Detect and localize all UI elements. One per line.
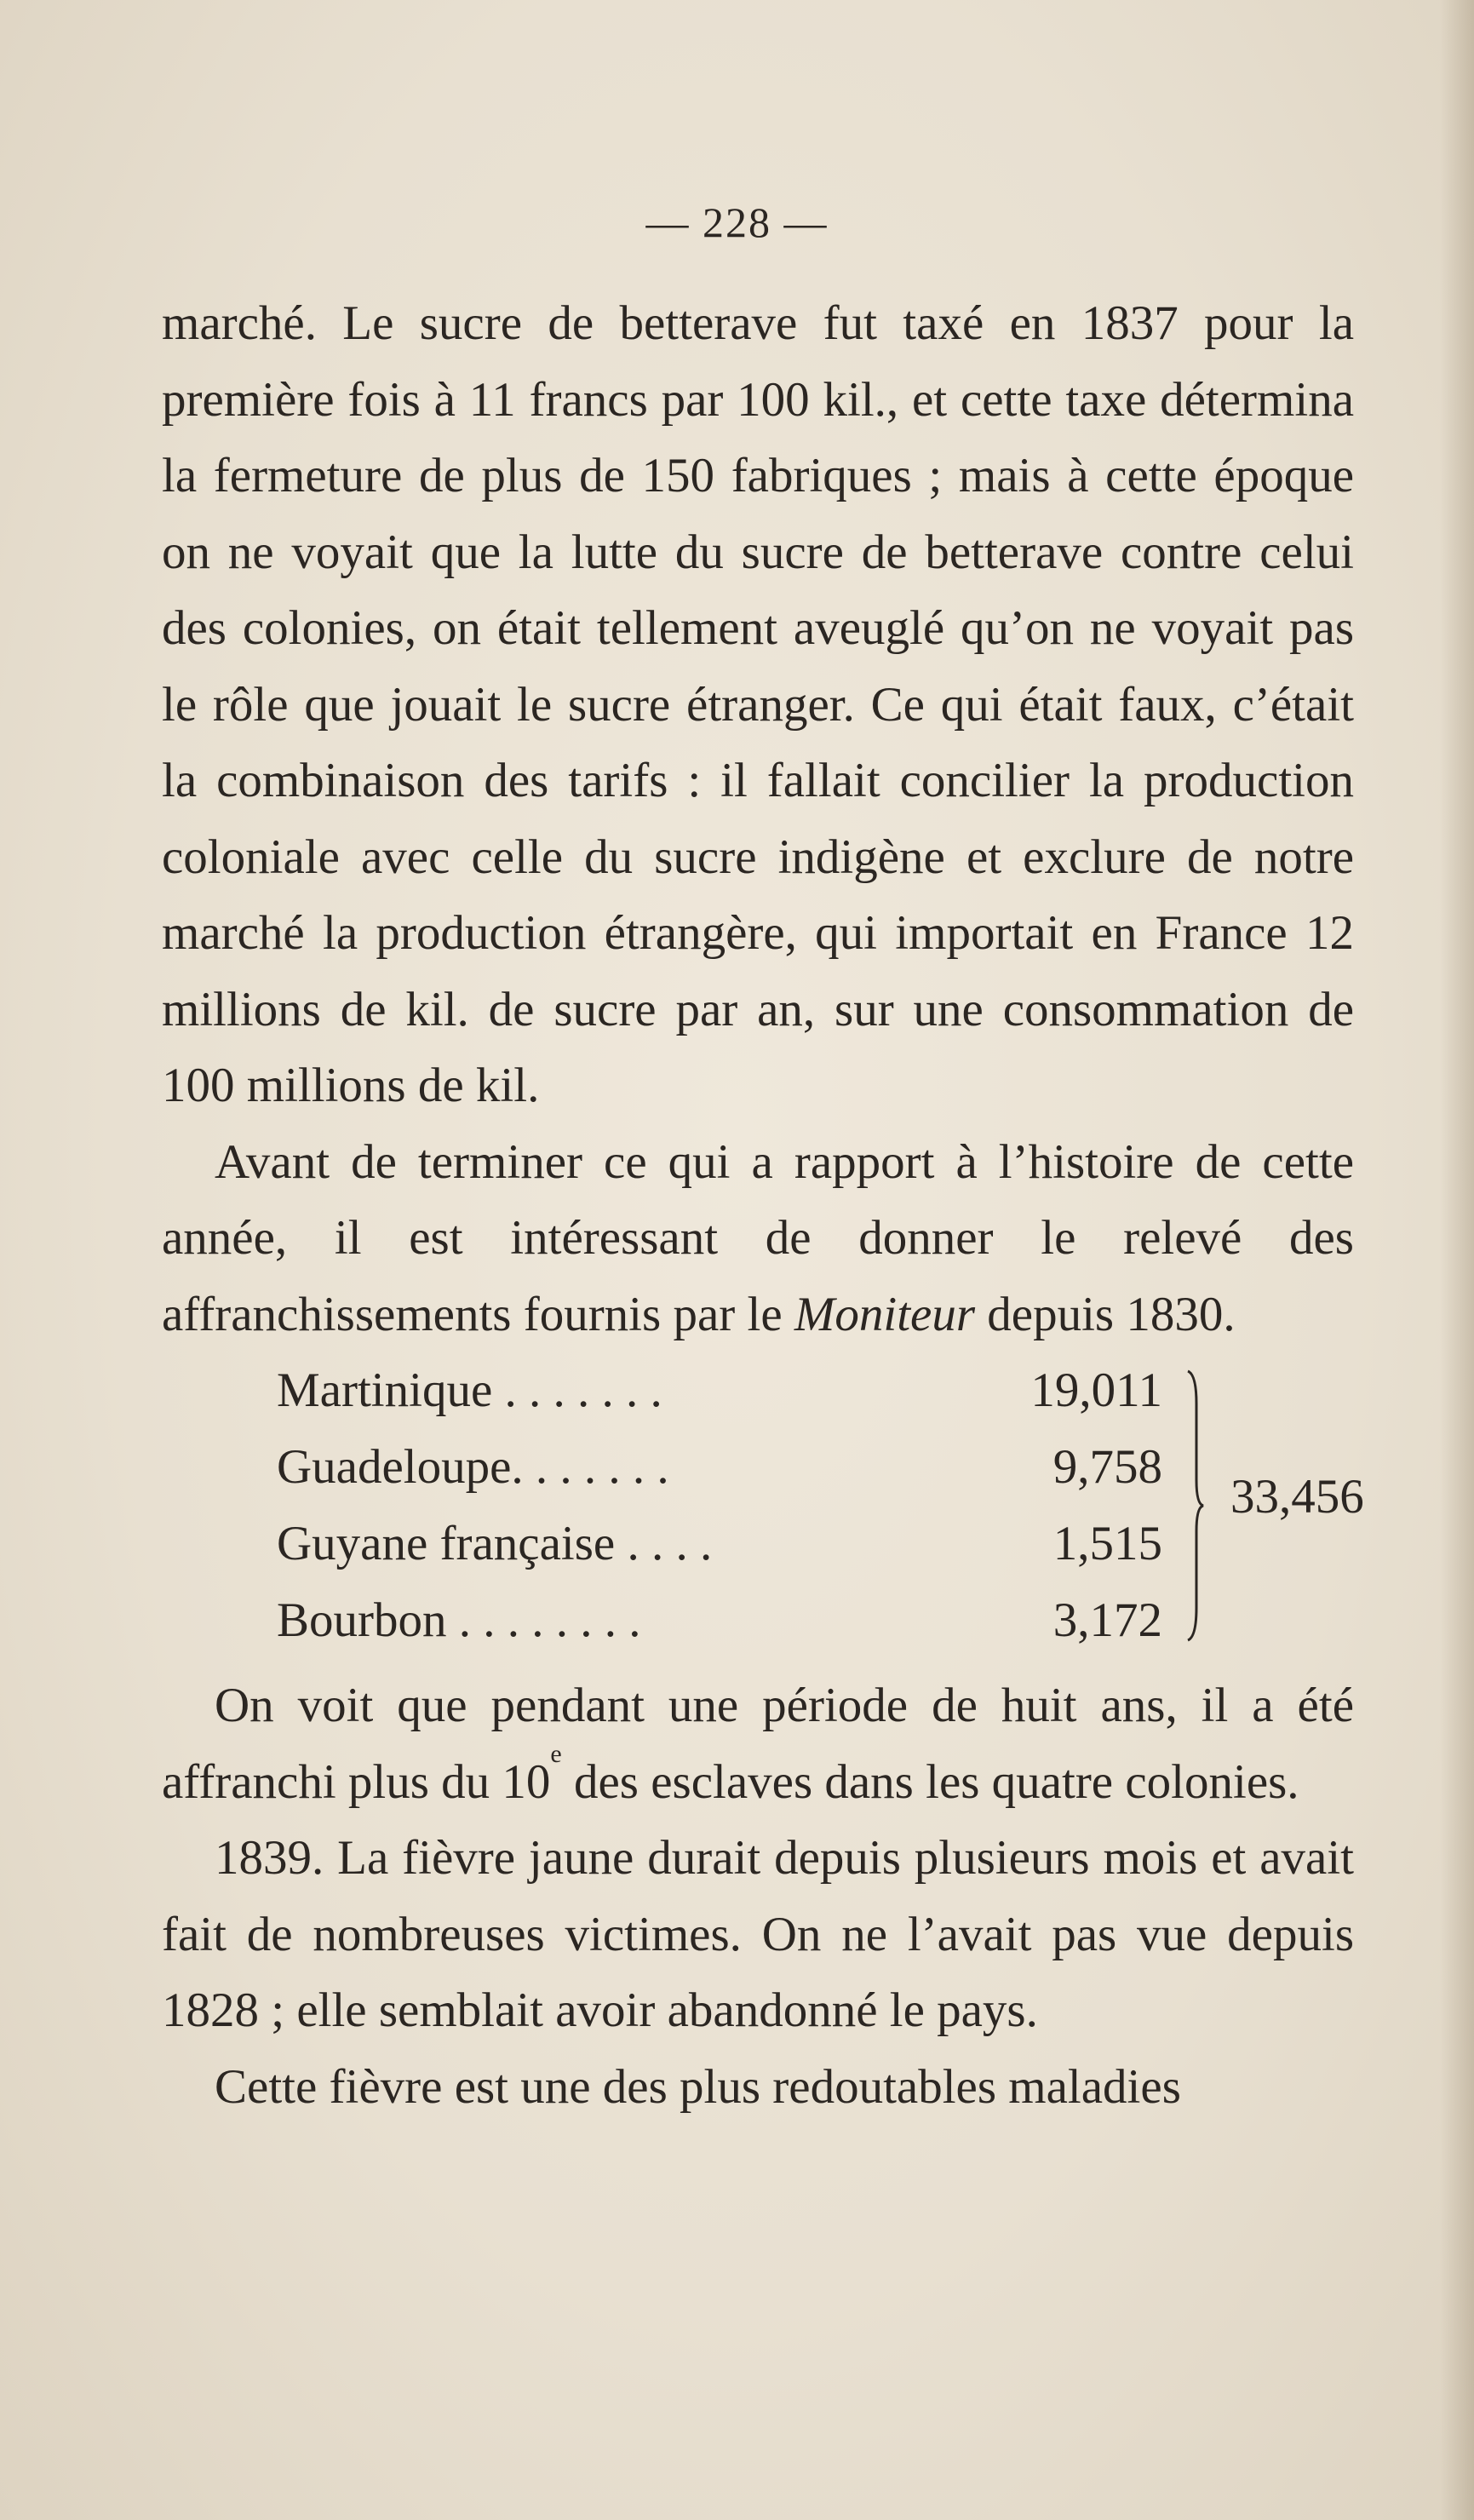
colony-value: 19,011 [1030, 1363, 1162, 1417]
paragraph-4: 1839. La fièvre jaune durait depuis plusieurs mois et avait fait de nombreuses victimes. On ne l’avait pas vue depuis 1828 ; elle semblait avoir abandonné le pays. [162, 1831, 1354, 2037]
colony-name: Bourbon . . . . . . . . [277, 1593, 641, 1647]
table-row-guyane [277, 1506, 1162, 1582]
paragraph-3-text-after: des esclaves dans les quatre colonies. [574, 1754, 1299, 1809]
colony-name: Guadeloupe. . . . . . . [277, 1440, 669, 1494]
colony-name: Guyane française . . . . [277, 1517, 713, 1570]
page-body [162, 285, 1364, 2125]
ordinal-suffix: e [550, 1739, 562, 1768]
colony-value: 9,758 [1052, 1440, 1162, 1494]
colony-value: 1,515 [1052, 1517, 1162, 1570]
paragraph-3 [162, 1668, 1354, 1820]
paragraph-1: marché. Le sucre de betterave fut taxé en 1837 pour la première fois à 11 francs par 100 kil., et cette taxe détermina la fermeture de plus de 150 fabriques ; mais à cette époque on ne voyait que la lutte du sucre de betterave contre celui des colonies, on était tellement aveuglé qu’on ne voyait pas le rôle que jouait le sucre étranger. Ce qui était faux, c’était la combinaison des tarifs : il fallait concilier la production coloniale avec celle du sucre indigène et exclure de notre marché la production étrangère, qui importait en France 12 millions de kil. de sucre par an, sur une consommation de 100 millions de kil. [162, 296, 1354, 1112]
curly-brace-icon [1186, 1369, 1205, 1642]
paragraph-2-text-after: depuis 1830. [987, 1287, 1236, 1341]
emancipation-table [277, 1352, 1364, 1668]
colony-name: Martinique . . . . . . . [277, 1363, 662, 1417]
paragraph-2-text-before: Avant de terminer ce qui a rapport à l’histoire de cette année, il est intéressant de donner le relevé des affranchissements fournis par le [162, 1134, 1354, 1341]
table-total: 33,456 [1230, 1470, 1364, 1524]
book-spine-shadow [1440, 0, 1474, 2520]
paragraph-3-text-before: On voit que pendant une période de huit ans, il a été affranchi plus du 10 [162, 1679, 1354, 1809]
table-row-martinique [277, 1352, 1162, 1429]
table-row-guadeloupe [277, 1429, 1162, 1506]
moniteur-title: Moniteur [794, 1287, 976, 1341]
table-row-bourbon [277, 1582, 1162, 1659]
paragraph-2 [162, 1124, 1354, 1353]
page-number: — 228 — [645, 198, 829, 246]
paragraph-5: Cette fièvre est une des plus redoutables maladies [215, 2059, 1181, 2114]
colony-value: 3,172 [1052, 1593, 1162, 1647]
